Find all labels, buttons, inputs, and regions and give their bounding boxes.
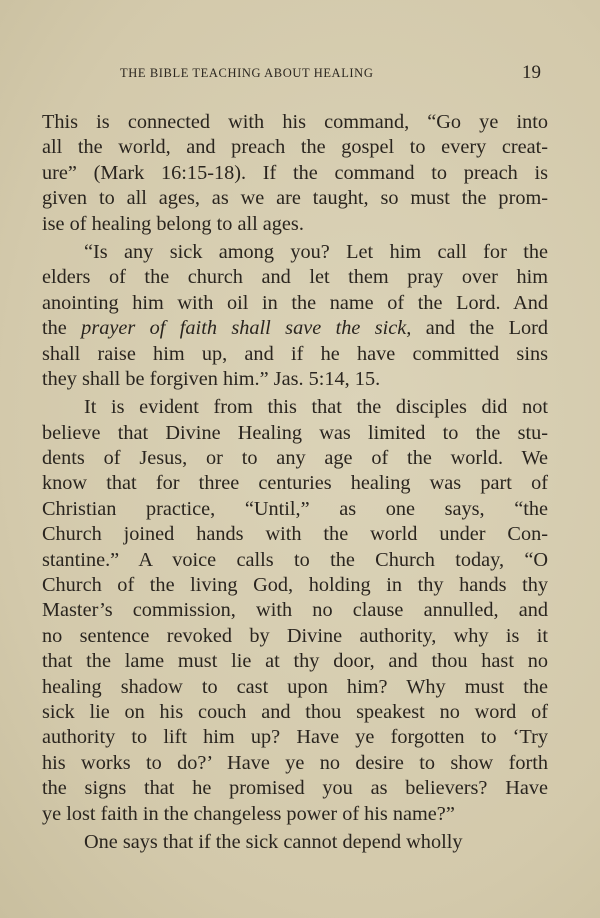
text-line: his works to do?’ Have ye no desire to show forth	[42, 751, 548, 774]
text-run: the	[42, 317, 82, 340]
text-line: Church joined hands with the world under Con-	[42, 523, 548, 546]
text-line: ure” (Mark 16:15-18). If the command to preach is	[42, 161, 548, 184]
text-line: believe that Divine Healing was limited to the stu-	[42, 421, 548, 444]
text-line: This is connected with his command, “Go ye into	[42, 111, 548, 133]
text-line: shall raise him up, and if he have committed sins	[42, 342, 548, 365]
text-line: the signs that he promised you as believers? Have	[42, 777, 548, 800]
text-line: ise of healing belong to all ages.	[42, 212, 304, 235]
text-line: Church of the living God, holding in thy hands thy	[42, 574, 548, 597]
text-line: authority to lift him up? Have ye forgotten to ‘Try	[42, 726, 548, 749]
page-number: 19	[522, 62, 541, 83]
text-line: all the world, and preach the gospel to every creat-	[42, 136, 548, 159]
text-line: dents of Jesus, or to any age of the world. We	[42, 447, 548, 470]
text-line: know that for three centuries healing was part of	[42, 472, 548, 495]
paragraph	[42, 830, 548, 855]
text-line: ye lost faith in the changeless power of his name?”	[42, 802, 455, 825]
text-line: healing shadow to cast upon him? Why must the	[42, 675, 548, 698]
text-line: that the lame must lie at thy door, and thou hast no	[42, 650, 548, 673]
body-text	[42, 110, 548, 855]
text-line: Christian practice, “Until,” as one says, “the	[42, 497, 548, 520]
text-line: It is evident from this that the disciples did not	[84, 396, 548, 419]
text-line: stantine.” A voice calls to the Church today, “O	[42, 548, 548, 571]
italic-text: prayer of faith shall save the sick,	[81, 317, 412, 340]
text-line: “Is any sick among you? Let him call for the	[84, 240, 548, 263]
text-line: Master’s commission, with no clause annulled, and	[42, 599, 548, 622]
text-line: anointing him with oil in the name of the Lord. And	[42, 291, 548, 314]
text-line: no sentence revoked by Divine authority, why is it	[42, 624, 548, 647]
text-line: sick lie on his couch and thou speakest no word of	[42, 700, 548, 723]
text-line: they shall be forgiven him.” Jas. 5:14, 15.	[42, 367, 381, 390]
text-run: and the Lord	[411, 317, 548, 340]
paragraph	[42, 240, 548, 392]
text-line: given to all ages, as we are taught, so must the prom-	[42, 187, 548, 210]
text-line: elders of the church and let them pray over him	[42, 266, 548, 289]
text-line: One says that if the sick cannot depend wholly	[84, 830, 463, 853]
running-title: THE BIBLE TEACHING ABOUT HEALING	[120, 66, 374, 80]
page-header	[0, 62, 600, 84]
paragraph	[42, 395, 548, 827]
paragraph	[42, 110, 548, 237]
text-line	[42, 316, 548, 341]
